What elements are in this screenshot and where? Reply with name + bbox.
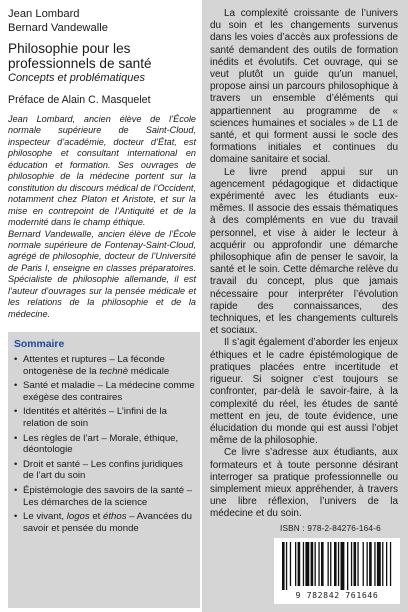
- author-name: Bernard Vandewalle: [8, 21, 108, 34]
- table-of-contents: [8, 332, 200, 608]
- barcode-bar: [318, 542, 319, 586]
- bullet-icon: •: [14, 406, 18, 418]
- bullet-icon: •: [14, 380, 18, 392]
- barcode-bar: [328, 542, 329, 586]
- barcode-bar: [369, 542, 372, 586]
- barcode-bar: [338, 542, 339, 586]
- author-name: Jean Lombard: [8, 8, 80, 20]
- toc-item-emphasis: éthos: [103, 511, 127, 523]
- barcode-bar: [386, 542, 387, 586]
- barcode-bar: [341, 542, 345, 590]
- toc-item-text: Les règles de l’art – Morale, éthique, déontologie: [23, 432, 179, 456]
- toc-item: [14, 485, 196, 508]
- bullet-icon: •: [14, 458, 18, 470]
- barcode-bar: [303, 542, 304, 586]
- barcode-bar: [330, 542, 331, 586]
- toc-item: [14, 380, 196, 403]
- barcode-bar: [354, 542, 357, 586]
- barcode-bar: [286, 542, 287, 590]
- barcode-bar: [321, 542, 324, 586]
- bullet-icon: •: [14, 354, 18, 365]
- description-paragraph: Il s’agit également d’aborder les enjeux éthiques et le cadre épistémologique de pratiques placées entre incertitude et rigueur. Si soigner c’est toujours se confronter, par-delà le savoir-faire, à la complexité du réel, les études de santé mettent en jeu, de toute évidence, une élucidation du monde qui est aussi l’objet même de la philosophie.: [210, 337, 398, 447]
- toc-item-text: et: [89, 511, 104, 523]
- bullet-icon: •: [14, 484, 18, 496]
- authors: [8, 8, 196, 35]
- bullet-icon: •: [14, 511, 18, 523]
- toc-item-text: Épistémologie des savoirs de la santé – Les démarches de la science: [23, 484, 193, 508]
- barcode-bar: [311, 542, 314, 586]
- description-paragraph: Le livre prend appui sur un agencement pédagogique et didactique expérimenté avec les étudiants eux-mêmes. Il associe des essais thématiques à des compléments en vue du travail personnel, et vise à aider le lecteur à acquérir ou approfondir une démarche philosophique afin de penser le savoir, la santé et le soin. Cette démarche relève du travail du concept, plus que jamais nécessaire pour interpréter l’évolution rapide des connaissances, des techniques, et les changements culturels et sociaux.: [210, 166, 398, 337]
- isbn-label: ISBN : 978-2-84276-164-6: [280, 524, 381, 533]
- barcode-bar: [347, 542, 348, 590]
- description-paragraph: La complexité croissante de l’univers du soin et les changements survenus dans les voies d’accès aux professions de santé demandent des outils de formation inédits et évolutifs. Cet ouvrage, qui se veut plutôt un guide qu’un manuel, propose ainsi un parcours philosophique à travers un ensemble d’éléments qui appartiennent au programme de « sciences humaines et sociales » de L1 de santé, et qui forment aussi le socle des formations initiales et continues du domaine sanitaire et social.: [210, 8, 398, 166]
- preface-credit: Préface de Alain C. Masquelet: [8, 94, 151, 106]
- toc-item-text: Le vivant,: [23, 511, 67, 523]
- barcode-bar: [382, 542, 383, 586]
- toc-item: [14, 406, 196, 429]
- barcode-bar: [367, 542, 368, 586]
- barcode-bar: [390, 542, 391, 586]
- sommaire-heading: Sommaire: [14, 339, 65, 350]
- right-column: [202, 0, 408, 612]
- toc-item: [14, 459, 196, 482]
- title-line: Philosophie pour les: [8, 41, 131, 56]
- toc-list: [8, 354, 200, 534]
- barcode-bar: [315, 542, 316, 586]
- barcode-bar: [363, 542, 364, 586]
- description-text: [210, 8, 398, 521]
- toc-item-text: Identités et altérités – L’infini de la relation de soin: [23, 406, 167, 429]
- barcode-bar: [305, 542, 309, 586]
- barcode-digits: 9 782842 761646: [295, 590, 379, 600]
- barcode-bar: [374, 542, 375, 586]
- title-line: professionnels de santé: [8, 56, 152, 71]
- toc-item-text: Droit et santé – Les confins juridiques de l’art du soin: [23, 458, 183, 482]
- barcode-bar: [357, 542, 358, 586]
- toc-item-text: – Avancées du savoir et pensée du monde: [23, 511, 192, 534]
- author-bio-vandewalle: Bernard Vandewalle, ancien élève de l’École normale supérieure de Fontenay-Saint-Cloud, agrégé de philosophie, docteur de l’Université de Paris I, enseigne en classes préparatoires. Spécialiste de philosophie allemande, il est l’auteur d’ouvrages sur la pensée médicale et les relations de la philosophie et de la médecine.: [8, 228, 196, 319]
- toc-item: [14, 433, 196, 456]
- book-subtitle: Concepts et problématiques: [8, 72, 145, 84]
- author-bio-lombard: Jean Lombard, ancien élève de l’École normale supérieure de Saint-Cloud, inspecteur d’académie, docteur d’État, est philosophe et consultant international en éducation et formation. Ses ouvrages de philosophie de la médecine portent sur la constitution du discours médical de l’Occident, notamment chez Platon et Aristote, et sur la mise en contrepoint de l’Antiquité et de la modernité dans le champ éthique.: [8, 114, 196, 228]
- barcode-bar: [351, 542, 352, 586]
- book-title: [8, 41, 196, 71]
- barcode-bar: [290, 542, 291, 586]
- bullet-icon: •: [14, 432, 18, 444]
- barcode-bar: [377, 542, 381, 586]
- toc-item-text: Santé et maladie – La médecine comme exégèse des contraires: [23, 380, 195, 403]
- barcode-bar: [282, 542, 285, 590]
- barcode-bars: [274, 538, 400, 592]
- barcode-bar: [334, 542, 337, 586]
- barcode-bar: [295, 542, 296, 586]
- toc-item: [14, 511, 196, 534]
- toc-item-emphasis: technè: [99, 365, 129, 377]
- toc-item: [14, 354, 196, 377]
- toc-item-emphasis: logos: [66, 511, 90, 523]
- barcode-bar: [298, 542, 301, 586]
- toc-item-text: Attentes et ruptures – La féconde ontogenèse de la: [23, 354, 165, 377]
- left-column: [8, 6, 196, 606]
- toc-item-text: médicale: [128, 365, 170, 377]
- barcode: [274, 538, 400, 604]
- description-paragraph: Ce livre s’adresse aux étudiants, aux formateurs et à toute personne désirant interroger sa pratique professionnelle ou simplement mieux appréhender, à travers une libre réflexion, l’univers de la médecine et du soin.: [210, 447, 398, 520]
